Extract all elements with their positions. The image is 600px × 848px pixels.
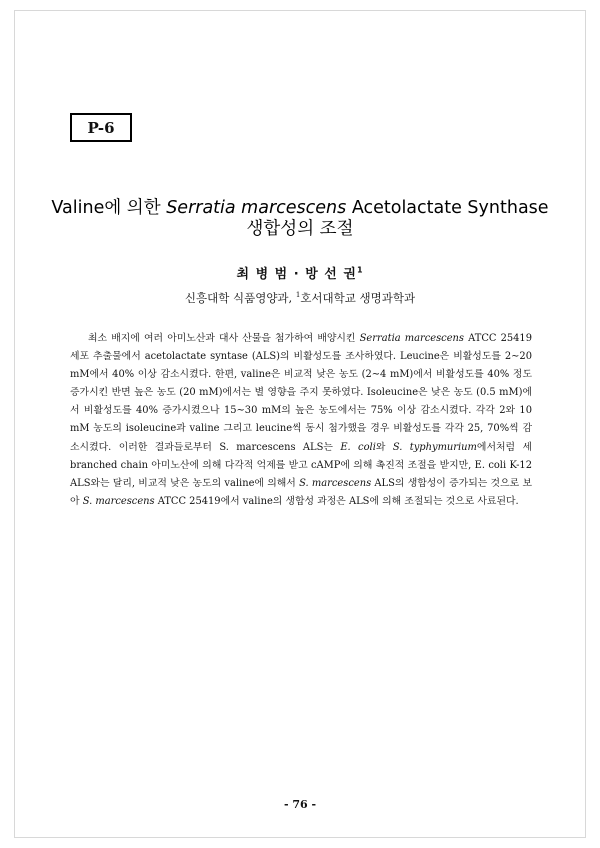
title-species: Serratia marcescens xyxy=(166,198,347,218)
authors xyxy=(40,263,560,282)
session-code-box xyxy=(70,113,132,142)
author-names: 최 병 범 · 방 선 권 xyxy=(236,267,357,282)
abstract-i5: S. marcescens xyxy=(82,495,155,507)
author-sup: 1 xyxy=(356,265,364,275)
abstract xyxy=(70,330,532,511)
abstract-s2: ATCC 25419 세포 추출물에서 acetolactate syntase (ALS)의 비활성도를 조사하였다. Leucine은 비활성도를 2∼20 mM에서 40% 이상 감소시켰다. 한편, valine은 비교적 낮은 농도 (2∼4 mM)에서 비활성도를 40% 정도 증가시킨 반면 높은 농도 (20 mM)에서는 별 영향을 주지 못하였다. Isoleucine은 낮은 농도 (0.5 mM)에서 비활성도를 40% 증가시켰으나 15∼30 mM의 높은 농도에서는 75% 이상 감소시켰다. 각각 2와 10 mM 농도의 isoleucine과 valine 그리고 leucine씩 동시 첨가했을 경우 비활성도를 각각 25, 70%씩 감소시켰다. 이러한 결과들로부터 S. marcescens ALS는 xyxy=(70,333,532,453)
abstract-s6: ATCC 25419에서 valine의 생합성 과정은 ALS에 의해 조절되는 것으로 사료된다. xyxy=(154,495,519,507)
paper-title xyxy=(40,198,560,240)
affiliation-sup: 1 xyxy=(295,291,301,300)
affiliation-part1: 신흥대학 식품영양과, xyxy=(184,291,296,305)
title-line2: 생합성의 조절 xyxy=(246,219,354,239)
abstract-s5: ALS의 생합성이 증가되는 것으로 보아 xyxy=(70,477,532,507)
abstract-s3: 와 xyxy=(375,441,393,453)
affiliation-part2: 호서대학교 생명과학과 xyxy=(300,291,416,305)
abstract-i2: E. coli xyxy=(340,441,376,453)
title-pre: Valine에 의한 xyxy=(51,198,167,218)
page-number: - 76 - xyxy=(283,798,317,811)
abstract-i4: S. marcescens xyxy=(299,477,372,489)
abstract-i3: S. typhymurium xyxy=(392,441,477,453)
abstract-i1: Serratia marcescens xyxy=(359,333,464,344)
abstract-s4: 에서처럼 세 branched chain 아미노산에 의해 다각적 억제를 받고 cAMP에 의해 촉진적 조절을 받지만, E. coli K-12 ALS와는 달리, 비교적 낮은 농도의 valine에 의해서 xyxy=(70,441,533,489)
session-code: P-6 xyxy=(87,118,115,137)
abstract-s1: 최소 배지에 여러 아미노산과 대사 산물을 첨가하여 배양시킨 xyxy=(88,333,360,344)
affiliation xyxy=(40,290,560,306)
title-post: Acetolactate Synthase xyxy=(346,198,549,218)
